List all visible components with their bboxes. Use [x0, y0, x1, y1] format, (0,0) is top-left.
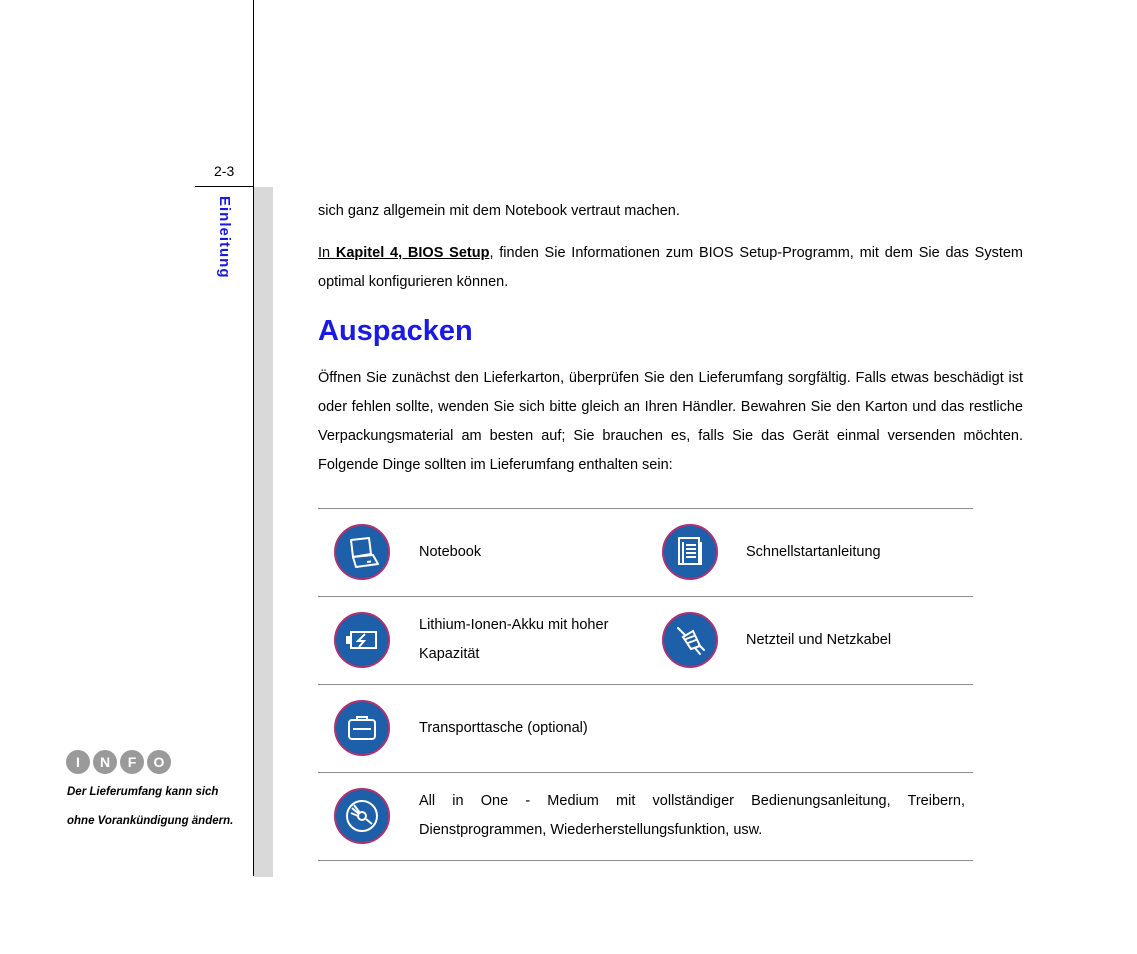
table-row — [318, 684, 973, 772]
info-logo — [66, 750, 171, 774]
item-label-disc: All in One - Medium mit vollständiger Bedienungsanleitung, Treibern, Dienstprogrammen, Wiederherstellungsfunktion, usw. — [419, 793, 965, 838]
table-row — [318, 508, 973, 596]
unpacking-paragraph: Öffnen Sie zunächst den Lieferkarton, überprüfen Sie den Lieferumfang sorgfältig. Falls etwas beschädigt ist oder fehlen sollte, wenden Sie sich bitte gleich an Ihren Händler. Bewahren Sie den Karton und das restliche Verpackungsmaterial am besten auf; Sie brauchen es, falls Sie das Gerät einmal versenden möchten. Folgende Dinge sollten im Lieferumfang enthalten sein: — [318, 370, 1023, 473]
battery-icon — [334, 612, 390, 668]
item-label-battery: Lithium-Ionen-Akku mit hoher Kapazität — [419, 617, 609, 662]
info-letter: I — [66, 750, 90, 774]
laptop-icon — [334, 524, 390, 580]
bios-prefix: In — [318, 245, 336, 261]
page-number: 2-3 — [214, 163, 235, 179]
chapter-label: Einleitung — [216, 196, 233, 279]
bios-chapter-link[interactable]: Kapitel 4, BIOS Setup — [335, 245, 490, 261]
package-contents-table — [318, 508, 973, 861]
intro-paragraph: sich ganz allgemein mit dem Notebook vertraut machen. — [318, 203, 680, 219]
item-label-quickstart: Schnellstartanleitung — [746, 544, 881, 560]
info-note: Der Lieferumfang kann sich ohne Vorankündigung ändern. — [67, 786, 234, 827]
info-letter: N — [93, 750, 117, 774]
document-icon — [662, 524, 718, 580]
section-heading: Auspacken — [318, 315, 473, 347]
item-label-bag: Transporttasche (optional) — [419, 720, 588, 736]
item-label-adapter: Netzteil und Netzkabel — [746, 632, 892, 648]
power-plug-icon — [662, 612, 718, 668]
bios-paragraph — [318, 239, 1023, 297]
info-letter: F — [120, 750, 144, 774]
item-label-notebook: Notebook — [419, 544, 482, 560]
table-row — [318, 772, 973, 861]
info-letter: O — [147, 750, 171, 774]
table-row — [318, 596, 973, 684]
sidebar-bar — [254, 187, 273, 877]
carrying-bag-icon — [334, 700, 390, 756]
page-number-rule — [195, 186, 253, 187]
disc-icon — [334, 788, 390, 844]
bios-text: , finden Sie Informationen zum BIOS Setup-Programm, mit dem Sie das System optimal konfigurieren können. — [318, 245, 1024, 290]
